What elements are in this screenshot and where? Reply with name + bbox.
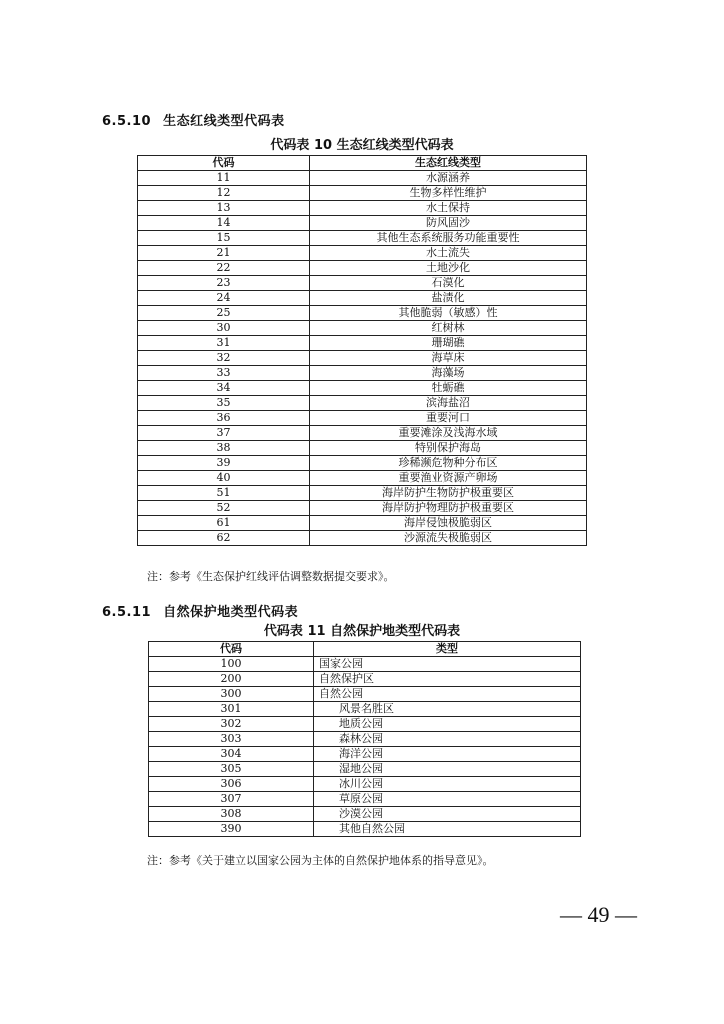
table-row [138,486,587,501]
code-cell: 301 [149,702,314,717]
code-cell: 21 [138,246,310,261]
table-row [149,777,581,792]
section-heading-6-5-11 [102,601,298,620]
code-cell: 61 [138,516,310,531]
code-cell: 14 [138,216,310,231]
type-cell: 土地沙化 [310,261,587,276]
code-cell: 51 [138,486,310,501]
code-cell: 302 [149,717,314,732]
type-cell: 沙漠公园 [314,807,581,822]
section-number: 6.5.10 [102,114,152,129]
code-cell: 38 [138,441,310,456]
table-row [149,807,581,822]
table-row [138,231,587,246]
type-cell: 海藻场 [310,366,587,381]
code-cell: 300 [149,687,314,702]
type-cell: 特别保护海岛 [310,441,587,456]
code-cell: 39 [138,456,310,471]
table-header-row [149,642,581,657]
table-row [149,687,581,702]
table-row [138,471,587,486]
type-cell: 海岸侵蚀极脆弱区 [310,516,587,531]
table-row [138,366,587,381]
code-cell: 40 [138,471,310,486]
table-row [149,657,581,672]
code-cell: 305 [149,762,314,777]
table-row [149,732,581,747]
table-row [138,441,587,456]
code-cell: 34 [138,381,310,396]
table-row [149,792,581,807]
type-cell: 风景名胜区 [314,702,581,717]
type-cell: 重要渔业资源产卵场 [310,471,587,486]
table-header-row [138,156,587,171]
type-cell: 水土保持 [310,201,587,216]
code-cell: 36 [138,411,310,426]
type-cell: 水源涵养 [310,171,587,186]
column-header-type: 类型 [314,642,581,657]
table-caption-11: 代码表 11 自然保护地类型代码表 [263,624,461,639]
table-row [138,171,587,186]
code-cell: 23 [138,276,310,291]
type-cell: 海草床 [310,351,587,366]
section-title: 生态红线类型代码表 [163,114,285,129]
section-title: 自然保护地类型代码表 [163,605,299,620]
type-cell: 地质公园 [314,717,581,732]
table-row [149,822,581,837]
code-cell: 37 [138,426,310,441]
code-cell: 31 [138,336,310,351]
table-row [138,351,587,366]
table-row [138,216,587,231]
table-row [138,261,587,276]
table-row [149,762,581,777]
type-cell: 森林公园 [314,732,581,747]
table-row [149,747,581,762]
type-cell: 草原公园 [314,792,581,807]
code-cell: 52 [138,501,310,516]
column-header-code: 代码 [138,156,310,171]
code-cell: 22 [138,261,310,276]
table-row [149,702,581,717]
table-row [138,246,587,261]
type-cell: 牡蛎礁 [310,381,587,396]
type-cell: 珊瑚礁 [310,336,587,351]
type-cell: 防风固沙 [310,216,587,231]
table-note-11: 注：参考《关于建立以国家公园为主体的自然保护地体系的指导意见》。 [147,854,494,867]
table-row [138,516,587,531]
type-cell: 红树林 [310,321,587,336]
type-cell: 重要滩涂及浅海水域 [310,426,587,441]
type-cell: 海岸防护物理防护极重要区 [310,501,587,516]
code-cell: 390 [149,822,314,837]
type-cell: 滨海盐沼 [310,396,587,411]
table-row [138,411,587,426]
code-cell: 307 [149,792,314,807]
type-cell: 水土流失 [310,246,587,261]
table-row [138,306,587,321]
table-row [138,321,587,336]
column-header-code: 代码 [149,642,314,657]
code-cell: 13 [138,201,310,216]
code-cell: 33 [138,366,310,381]
code-cell: 35 [138,396,310,411]
code-cell: 11 [138,171,310,186]
code-cell: 30 [138,321,310,336]
code-cell: 200 [149,672,314,687]
table-row [138,381,587,396]
code-cell: 306 [149,777,314,792]
table-row [149,717,581,732]
ecological-redline-code-table [137,155,587,546]
code-cell: 32 [138,351,310,366]
table-row [138,531,587,546]
type-cell: 海岸防护生物防护极重要区 [310,486,587,501]
table-row [138,186,587,201]
page-number: — 49 — [560,902,637,927]
type-cell: 沙源流失极脆弱区 [310,531,587,546]
table-caption-10: 代码表 10 生态红线类型代码表 [270,138,454,153]
table-row [138,291,587,306]
type-cell: 自然公园 [314,687,581,702]
type-cell: 其他脆弱（敏感）性 [310,306,587,321]
table-body [149,657,581,837]
code-cell: 24 [138,291,310,306]
table-row [138,336,587,351]
table-row [138,456,587,471]
column-header-type: 生态红线类型 [310,156,587,171]
type-cell: 重要河口 [310,411,587,426]
code-cell: 15 [138,231,310,246]
type-cell: 湿地公园 [314,762,581,777]
table-row [138,201,587,216]
table-note-10: 注：参考《生态保护红线评估调整数据提交要求》。 [147,570,395,583]
code-cell: 304 [149,747,314,762]
type-cell: 其他自然公园 [314,822,581,837]
section-heading-6-5-10 [102,110,285,129]
type-cell: 海洋公园 [314,747,581,762]
code-cell: 308 [149,807,314,822]
table-row [138,426,587,441]
type-cell: 珍稀濒危物种分布区 [310,456,587,471]
table-row [138,276,587,291]
table-row [138,501,587,516]
code-cell: 303 [149,732,314,747]
natural-protected-area-code-table [148,641,581,837]
code-cell: 12 [138,186,310,201]
type-cell: 生物多样性维护 [310,186,587,201]
table-row [138,396,587,411]
section-number: 6.5.11 [102,605,152,620]
type-cell: 盐渍化 [310,291,587,306]
type-cell: 国家公园 [314,657,581,672]
table-row [149,672,581,687]
code-cell: 25 [138,306,310,321]
type-cell: 冰川公园 [314,777,581,792]
code-cell: 62 [138,531,310,546]
type-cell: 石漠化 [310,276,587,291]
table-body [138,171,587,546]
code-cell: 100 [149,657,314,672]
type-cell: 自然保护区 [314,672,581,687]
type-cell: 其他生态系统服务功能重要性 [310,231,587,246]
